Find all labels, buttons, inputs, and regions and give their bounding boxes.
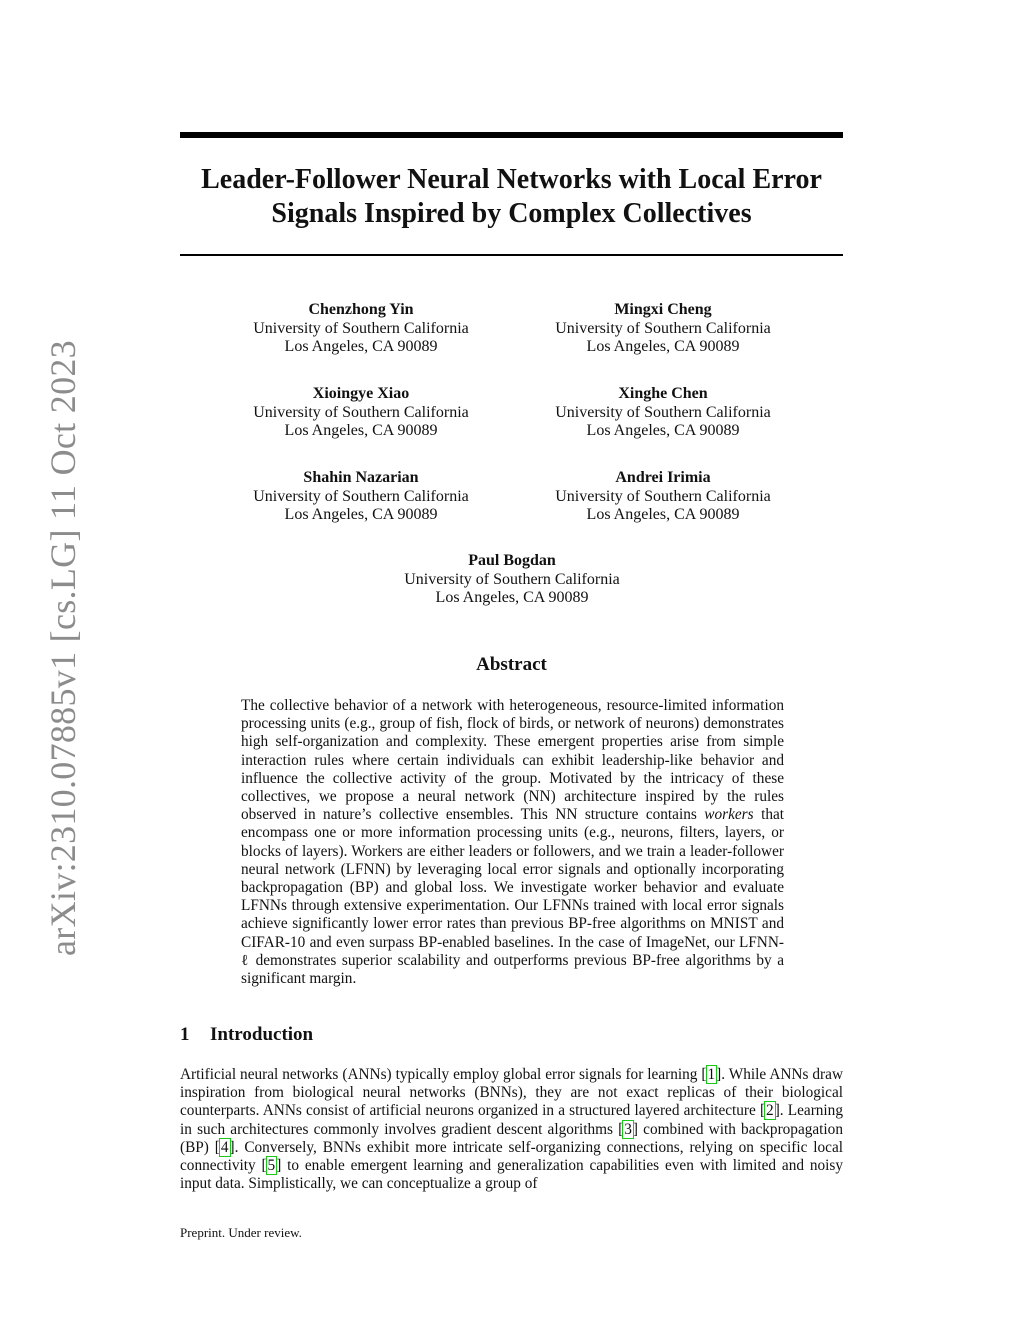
author-block	[211, 469, 511, 525]
section-number: 1	[180, 1024, 190, 1045]
author-block	[362, 552, 662, 608]
citation-link[interactable]: 3	[624, 1120, 632, 1138]
author-block	[211, 301, 511, 357]
author-location: Los Angeles, CA 90089	[284, 506, 438, 523]
author-location: Los Angeles, CA 90089	[284, 338, 438, 355]
intro-text: Artificial neural networks (ANNs) typically employ global error signals for learning [	[180, 1066, 707, 1083]
author-affiliation: University of Southern California	[253, 403, 469, 421]
abstract-heading: Abstract	[476, 654, 547, 675]
arxiv-identifier: arXiv:2310.07885v1 [cs.LG] 11 Oct 2023	[43, 340, 83, 956]
abstract-emphasis: workers	[704, 806, 754, 824]
author-block	[211, 385, 511, 441]
author-name: Chenzhong Yin	[308, 301, 414, 318]
section-title: Introduction	[210, 1024, 314, 1045]
author-location: Los Angeles, CA 90089	[284, 422, 438, 439]
intro-text: ] to enable emergent learning and generalization capabilities even with limited and noisy input data. Simplistically, we can conceptualize a group of	[180, 1157, 843, 1193]
author-location: Los Angeles, CA 90089	[435, 589, 589, 606]
abstract-text-end: that encompass one or more information processing units (e.g., neurons, filters, layers, or blocks of layers). Workers are either leaders or followers, and we train a leader-follower neural network (LFNN) by leveraging local error signals and optionally incorporating backpropagation (BP) and global loss. We investigate worker behavior and evaluate LFNNs through extensive experimentation. Our LFNNs trained with local error signals achieve significantly lower error rates than previous BP-free algorithms on MNIST and CIFAR-10 and even surpass BP-enabled baselines. In the case of ImageNet, our LFNN-ℓ demonstrates superior scalability and outperforms previous BP-free algorithms by a significant margin.	[241, 806, 785, 988]
abstract-text	[241, 697, 784, 988]
introduction-paragraph	[180, 1066, 843, 1193]
intro-text: ]. While ANNs draw inspiration from biological neural networks (BNNs), they are not exact replicas of their biological counterparts. ANNs consist of artificial neurons organized in a structured layered architecture [	[180, 1066, 843, 1120]
author-affiliation: University of Southern California	[555, 403, 771, 421]
author-affiliation: University of Southern California	[555, 487, 771, 505]
intro-text: ]. Conversely, BNNs exhibit more intricate self-organizing connections, relying on specific local connectivity [	[180, 1138, 843, 1175]
title-line-2: Signals Inspired by Complex Collectives	[271, 198, 752, 229]
author-name: Andrei Irimia	[615, 469, 711, 486]
title-line-1: Leader-Follower Neural Networks with Local Error	[201, 164, 822, 195]
citation-link[interactable]: 5	[267, 1157, 276, 1175]
footer-note: Preprint. Under review.	[180, 1225, 302, 1240]
section-heading-introduction	[180, 1024, 313, 1046]
author-name: Mingxi Cheng	[614, 301, 712, 318]
author-name: Xioingye Xiao	[312, 385, 410, 402]
author-block	[513, 385, 813, 441]
author-location: Los Angeles, CA 90089	[586, 338, 740, 355]
intro-text: ] combined with backpropagation (BP) [	[180, 1120, 843, 1156]
author-block	[513, 469, 813, 525]
abstract-text-start: The collective behavior of a network with heterogeneous, resource-limited information processing units (e.g., group of fish, flock of birds, or network of neurons) demonstrates high self-organization and complexity. These emergent properties arise from simple interaction rules where certain individuals can exhibit leadership-like behavior and influence the collective activity of the group. Motivated by the intricacy of these collectives, we propose a neural network (NN) architecture inspired by the rules observed in nature’s collective ensembles. This NN structure contains	[241, 697, 784, 824]
title-rule-top	[180, 132, 843, 138]
author-affiliation: University of Southern California	[253, 319, 469, 337]
citation-link[interactable]: 1	[707, 1066, 716, 1083]
paper-title	[180, 163, 843, 231]
author-affiliation: University of Southern California	[555, 319, 771, 337]
author-name: Xinghe Chen	[618, 385, 708, 402]
author-block	[513, 301, 813, 357]
author-affiliation: University of Southern California	[404, 570, 620, 588]
citation-link[interactable]: 2	[766, 1102, 774, 1120]
citation-link[interactable]: 4	[220, 1138, 229, 1156]
title-rule-bottom	[180, 254, 843, 256]
author-name: Paul Bogdan	[468, 552, 556, 569]
intro-text: ]. Learning in such architectures commonly involves gradient descent algorithms [	[180, 1102, 843, 1138]
author-location: Los Angeles, CA 90089	[586, 422, 740, 439]
author-affiliation: University of Southern California	[253, 487, 469, 505]
author-location: Los Angeles, CA 90089	[586, 506, 740, 523]
author-name: Shahin Nazarian	[303, 469, 419, 486]
